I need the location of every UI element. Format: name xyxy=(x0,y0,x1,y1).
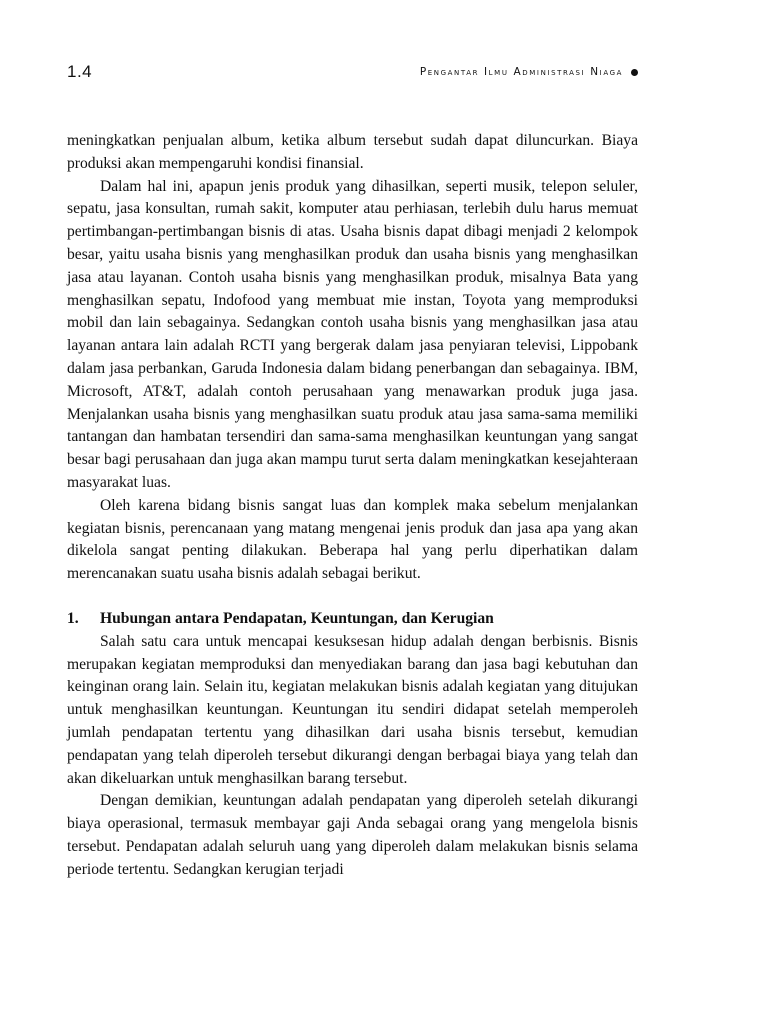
running-title-text: Pengantar Ilmu Administrasi Niaga xyxy=(419,66,623,78)
paragraph: Salah satu cara untuk mencapai kesuksesan hidup adalah dengan berbisnis. Bisnis merupakan kegiatan memproduksi dan menyediakan barang dan jasa bagi kebutuhan dan keinginan orang lain. Selain itu, kegiatan melakukan bisnis adalah kegiatan yang ditujukan untuk menghasilkan keuntungan. Keuntungan itu sendiri didapat setelah memperoleh jumlah pendapatan tertentu yang dihasilkan dari usaha bisnis tersebut, kemudian pendapatan yang telah diperoleh tersebut dikurangi dengan berbagai biaya yang telah dan akan dikeluarkan untuk menghasilkan barang tersebut. xyxy=(67,632,638,787)
paragraph: Oleh karena bidang bisnis sangat luas dan komplek maka sebelum menjalankan kegiatan bisnis, perencanaan yang matang mengenai jenis produk dan jasa apa yang akan dikelola sangat penting dilakukan. Beberapa hal yang perlu diperhatikan dalam merencanakan suatu usaha bisnis adalah sebagai berikut. xyxy=(67,496,638,583)
paragraph: Dalam hal ini, apapun jenis produk yang dihasilkan, seperti musik, telepon seluler, sepatu, jasa konsultan, rumah sakit, komputer atau perhiasan, terlebih dulu harus memuat pertimbangan-pertimbangan bisnis di atas. Usaha bisnis dapat dibagi menjadi 2 kelompok besar, yaitu usaha bisnis yang menghasilkan produk dan usaha bisnis yang menghasilkan jasa atau layanan. Contoh usaha bisnis yang menghasilkan produk, misalnya Bata yang menghasilkan sepatu, Indofood yang membuat mie instan, Toyota yang memproduksi mobil dan lain sebagainya. Sedangkan contoh usaha bisnis yang menghasilkan jasa atau layanan antara lain adalah RCTI yang bergerak dalam jasa penyiaran televisi, Lippobank dalam jasa perbankan, Garuda Indonesia dalam bidang penerbangan dan sebagainya. IBM, Microsoft, AT&T, adalah contoh perusahaan yang menawarkan produk juga jasa. Menjalankan usaha bisnis yang menghasilkan suatu produk atau jasa sama-sama memiliki tantangan dan hambatan tersendiri dan sama-sama menghasilkan keuntungan yang sangat besar bagi perusahaan dan juga akan mampu turut serta dalam meningkatkan kesejahteraan masyarakat luas. xyxy=(67,177,638,491)
body-text xyxy=(67,130,638,882)
paragraph: Dengan demikian, keuntungan adalah pendapatan yang diperoleh setelah dikurangi biaya operasional, termasuk membayar gaji Anda sebagai orang yang mengelola bisnis tersebut. Pendapatan adalah seluruh uang yang diperoleh dalam melakukan bisnis selama periode tertentu. Sedangkan kerugian terjadi xyxy=(67,792,638,878)
bullet-icon xyxy=(631,69,638,76)
section-number: 1. xyxy=(67,609,79,627)
page-header xyxy=(67,58,638,86)
paragraph: meningkatkan penjualan album, ketika album tersebut sudah dapat diluncurkan. Biaya produksi akan mempengaruhi kondisi finansial. xyxy=(67,132,638,172)
running-title xyxy=(420,66,638,78)
section-heading xyxy=(67,608,638,631)
section-title: Hubungan antara Pendapatan, Keuntungan, dan Kerugian xyxy=(100,609,494,627)
page-number: 1.4 xyxy=(67,62,93,81)
